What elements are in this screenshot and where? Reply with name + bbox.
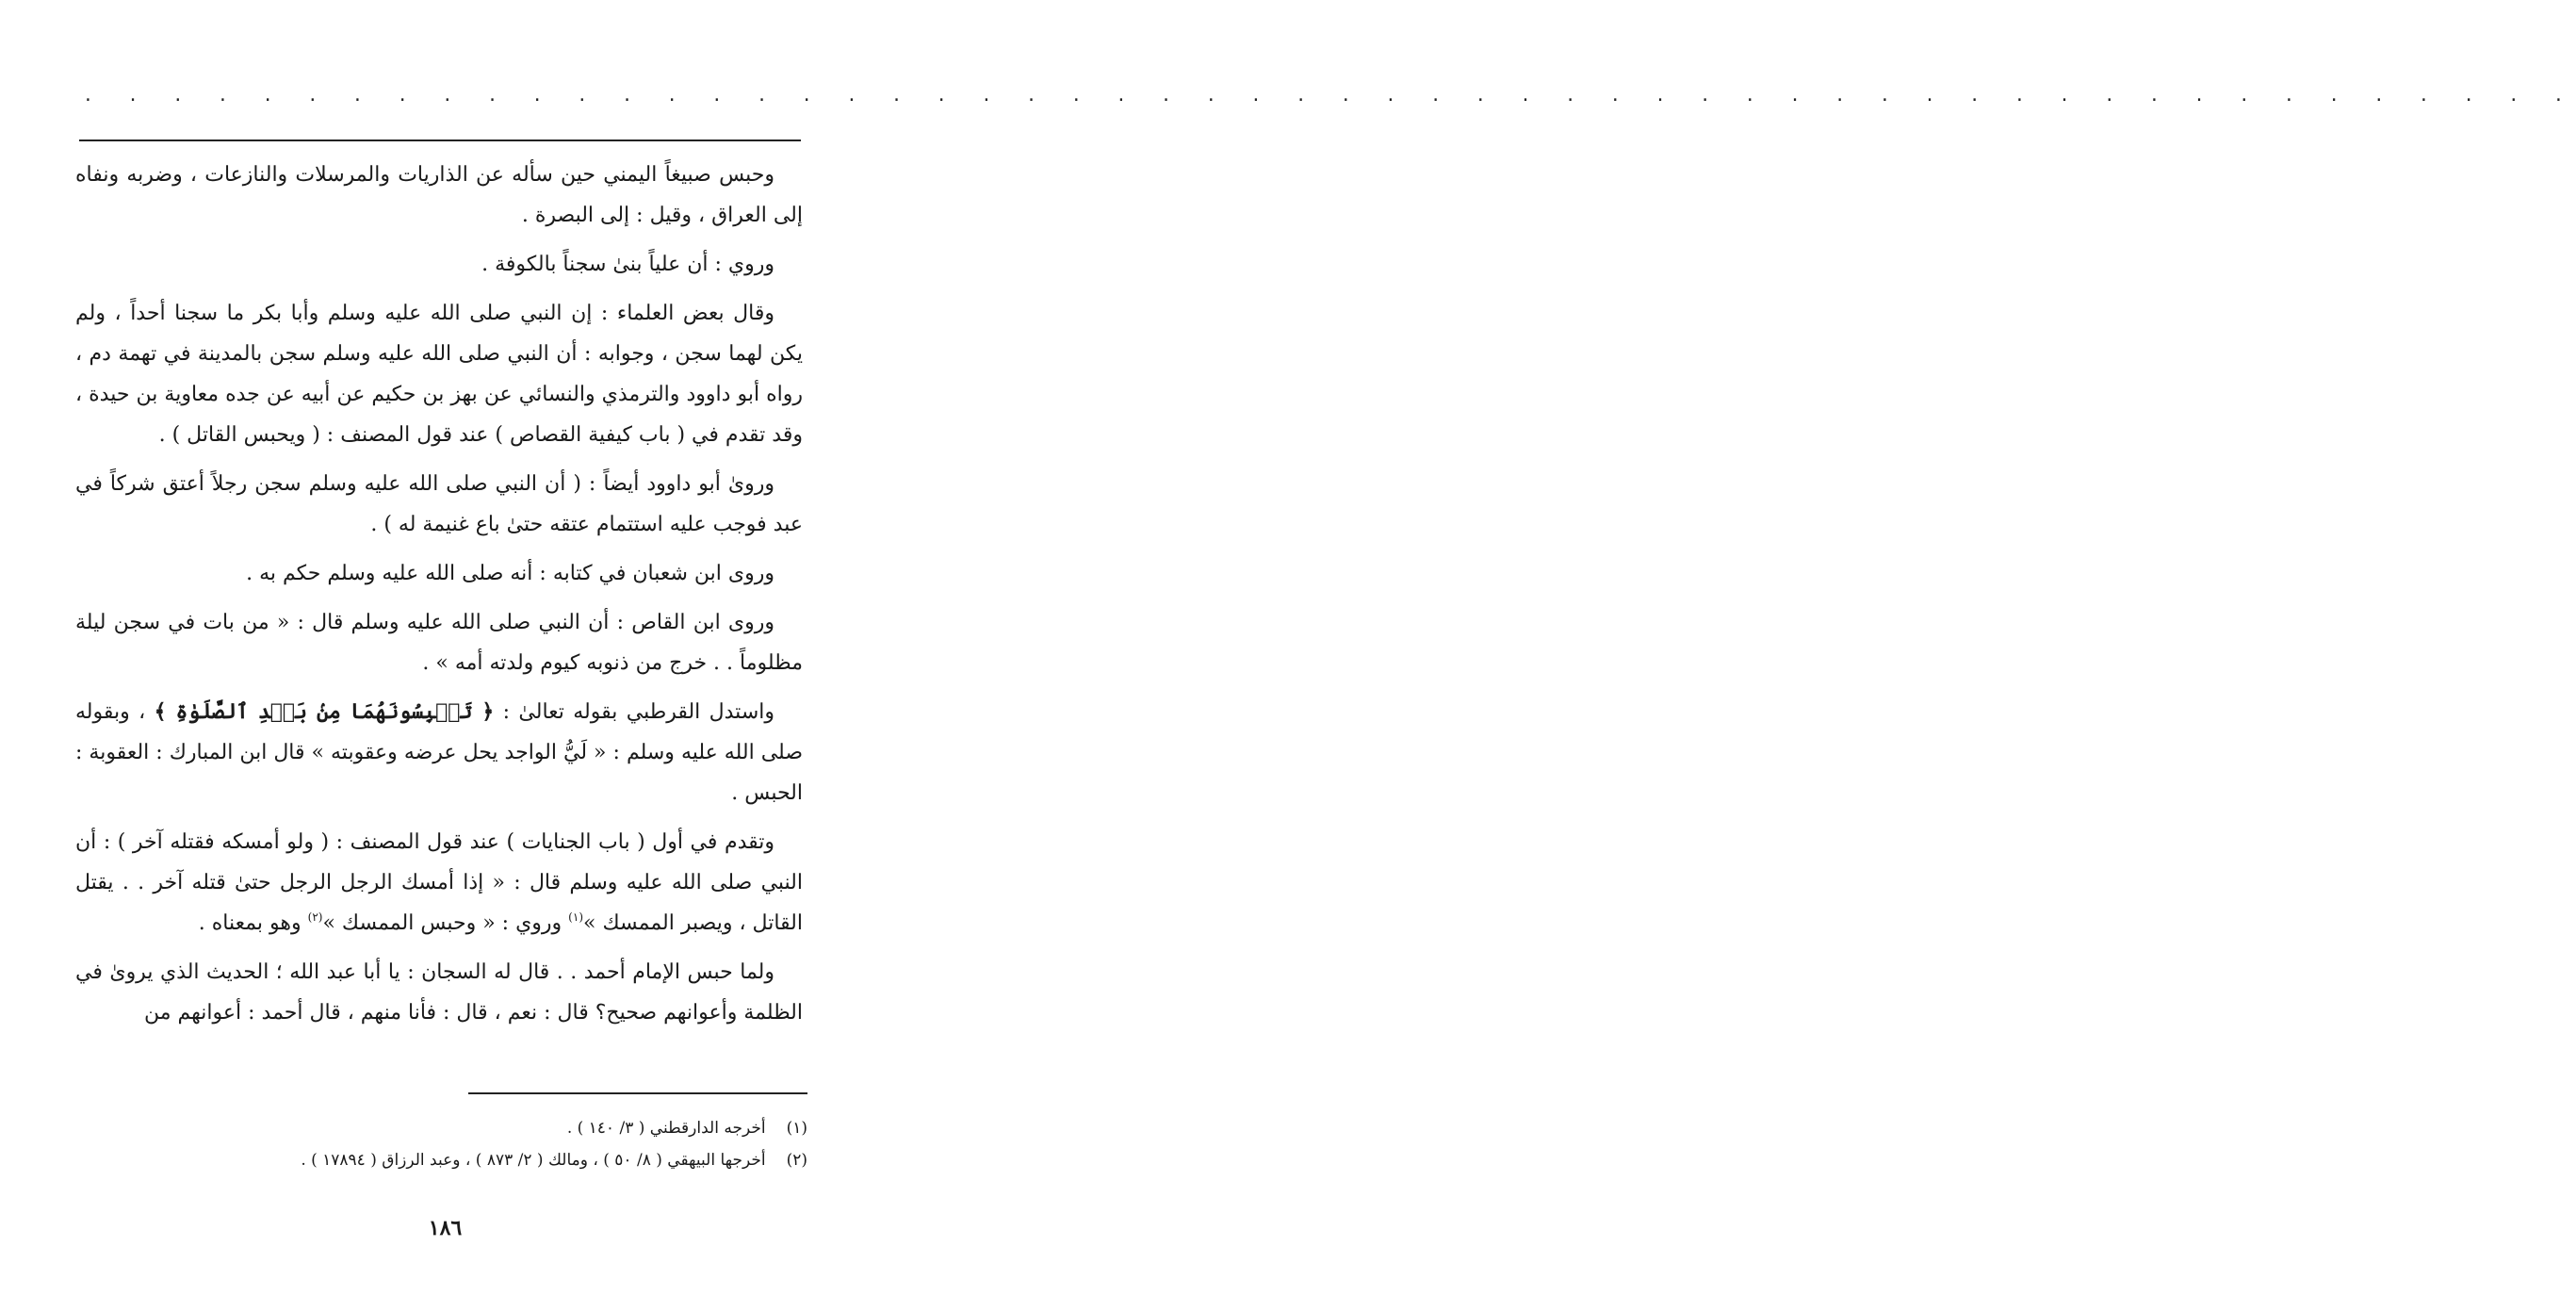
body-text xyxy=(75,155,803,1033)
paragraph-text: وتقدم في أول ( باب الجنايات ) عند قول المصنف : ( ولو أمسكه فقتله آخر ) : أن النبي صلى الله عليه وسلم قال : « إذا أمسك الرجل الرجل حتىٰ قتله آخر . . يقتل القاتل ، ويصبر الممسك » xyxy=(75,830,803,935)
paragraph-text: وروي : أن علياً بنىٰ سجناً بالكوفة . xyxy=(481,253,774,276)
paragraph-text: ، وبقوله صلى الله عليه وسلم : « لَيُّ الواجد يحل عرضه وعقوبته » قال ابن المبارك : العقوبة : الحبس . xyxy=(75,700,803,805)
paragraph-text: وقال بعض العلماء : إن النبي صلى الله عليه وسلم وأبا بكر ما سجنا أحداً ، ولم يكن لهما سجن ، وجوابه : أن النبي صلى الله عليه وسلم سجن بالمدينة في تهمة دم ، رواه أبو داوود والترمذي والنسائي عن بهز بن حكيم عن أبيه عن جده معاوية بن حيدة ، وقد تقدم في ( باب كيفية القصاص ) عند قول المصنف : ( ويحبس القاتل ) . xyxy=(75,302,803,447)
paragraph xyxy=(75,553,803,594)
paragraph xyxy=(75,602,803,683)
paragraph xyxy=(75,244,803,285)
footnote-marker: (٢) xyxy=(307,910,323,924)
paragraph xyxy=(75,822,803,943)
paragraph xyxy=(75,155,803,236)
footnote-rule xyxy=(468,1092,807,1094)
header-dotted-line: . . . . . . . . . . . . . . . . . . . . . . . . . . . . . . . . . . . . . . . . . . . . . . . . . . . . . . . . xyxy=(83,86,2576,106)
page-number: ١٨٦ xyxy=(428,1216,463,1240)
footnote-number: (٢) xyxy=(786,1151,807,1170)
paragraph-text: واستدل القرطبي بقوله تعالىٰ : xyxy=(494,700,774,724)
paragraph-text: وروىٰ أبو داوود أيضاً : ( أن النبي صلى الله عليه وسلم سجن رجلاً أعتق شركاً في عبد فوجب عليه استتمام عتقه حتىٰ باع غنيمة له ) . xyxy=(75,472,803,536)
paragraph-text: وروي : « وحبس الممسك » xyxy=(322,911,569,935)
paragraph-text: وحبس صبيغاً اليمني حين سأله عن الذاريات والمرسلات والنازعات ، وضربه ونفاه إلى العراق ، وقيل : إلى البصرة . xyxy=(75,163,803,227)
paragraph-text: ولما حبس الإمام أحمد . . قال له السجان : يا أبا عبد الله ؛ الحديث الذي يروىٰ في الظلمة وأعوانهم صحيح؟ قال : نعم ، قال : فأنا منهم ، قال أحمد : أعوانهم من xyxy=(75,960,803,1025)
paragraph-text: وروى ابن القاص : أن النبي صلى الله عليه وسلم قال : « من بات في سجن ليلة مظلوماً . . خرج من ذنوبه كيوم ولدته أمه » . xyxy=(75,611,803,675)
footnote xyxy=(75,1112,807,1144)
footnote-text: أخرجها البيهقي ( ٨/ ٥٠ ) ، ومالك ( ٢/ ٨٧٣ ) ، وعبد الرزاق ( ١٧٨٩٤ ) . xyxy=(301,1151,766,1170)
paragraph-text: وهو بمعناه . xyxy=(198,911,308,935)
footnotes xyxy=(75,1112,807,1176)
footnote-marker: (١) xyxy=(568,910,583,924)
footnote xyxy=(75,1144,807,1176)
footnote-text: أخرجه الدارقطني ( ٣/ ١٤٠ ) . xyxy=(566,1119,766,1138)
paragraph xyxy=(75,293,803,455)
paragraph xyxy=(75,952,803,1033)
paragraph xyxy=(75,692,803,813)
footnote-number: (١) xyxy=(786,1119,807,1138)
paragraph-text: وروى ابن شعبان في كتابه : أنه صلى الله عليه وسلم حكم به . xyxy=(246,562,774,585)
quran-verse: ﴿ تَحۡبِسُونَهُمَا مِنۢ بَعۡدِ ٱلصَّلَوٰةِ ﴾ xyxy=(154,699,495,724)
paragraph xyxy=(75,464,803,545)
header-rule xyxy=(79,139,801,141)
